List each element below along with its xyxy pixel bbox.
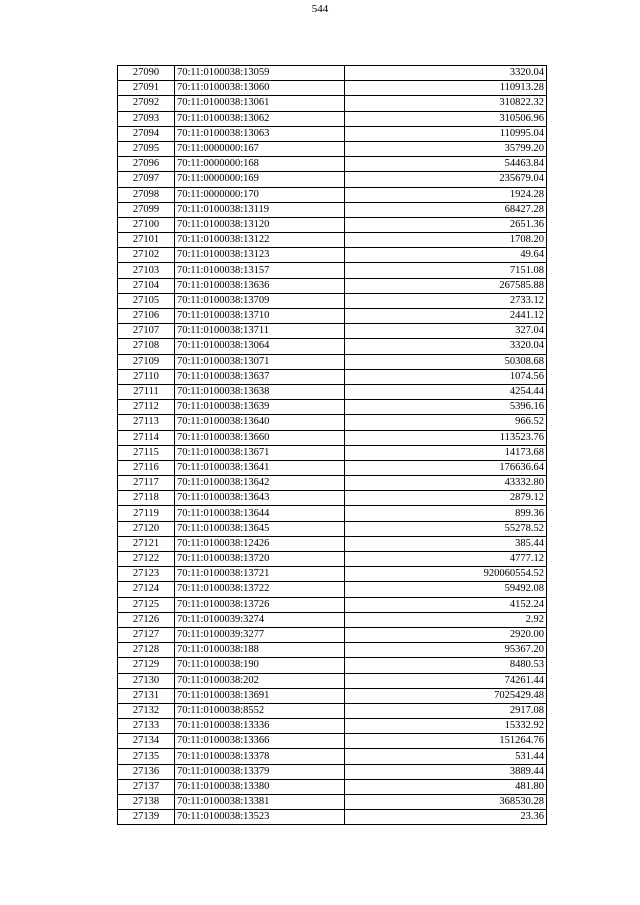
table-row	[118, 233, 547, 248]
row-number: 27118	[118, 491, 175, 506]
row-number: 27095	[118, 141, 175, 156]
cadastral-value: 7151.08	[345, 263, 547, 278]
table-row	[118, 627, 547, 642]
table-row	[118, 278, 547, 293]
table-row	[118, 734, 547, 749]
cadastral-value: 49.64	[345, 248, 547, 263]
row-number: 27121	[118, 536, 175, 551]
row-number: 27119	[118, 506, 175, 521]
cadastral-number: 70:11:0100038:13062	[175, 111, 345, 126]
table-row	[118, 491, 547, 506]
table-row	[118, 536, 547, 551]
cadastral-value-table	[117, 65, 547, 825]
table-row	[118, 217, 547, 232]
row-number: 27133	[118, 719, 175, 734]
cadastral-number: 70:11:0100038:13336	[175, 719, 345, 734]
table-row	[118, 521, 547, 536]
cadastral-number: 70:11:0100038:13645	[175, 521, 345, 536]
cadastral-number: 70:11:0000000:167	[175, 141, 345, 156]
cadastral-value: 74261.44	[345, 673, 547, 688]
table-row	[118, 248, 547, 263]
cadastral-value: 481.80	[345, 779, 547, 794]
row-number: 27106	[118, 309, 175, 324]
row-number: 27128	[118, 643, 175, 658]
cadastral-number: 70:11:0000000:170	[175, 187, 345, 202]
table-row	[118, 263, 547, 278]
cadastral-number: 70:11:0100038:13061	[175, 96, 345, 111]
table-row	[118, 719, 547, 734]
cadastral-value: 3320.04	[345, 339, 547, 354]
cadastral-number: 70:11:0100038:13660	[175, 430, 345, 445]
cadastral-value: 50308.68	[345, 354, 547, 369]
cadastral-number: 70:11:0100038:13638	[175, 384, 345, 399]
cadastral-number: 70:11:0100038:13123	[175, 248, 345, 263]
table-row	[118, 795, 547, 810]
cadastral-value: 2917.08	[345, 703, 547, 718]
table-row	[118, 810, 547, 825]
cadastral-value: 2.92	[345, 612, 547, 627]
table-row	[118, 141, 547, 156]
cadastral-value: 385.44	[345, 536, 547, 551]
cadastral-value: 151264.76	[345, 734, 547, 749]
cadastral-value: 43332.80	[345, 476, 547, 491]
row-number: 27126	[118, 612, 175, 627]
row-number: 27096	[118, 157, 175, 172]
cadastral-value: 110995.04	[345, 126, 547, 141]
cadastral-number: 70:11:0100038:13637	[175, 369, 345, 384]
cadastral-number: 70:11:0100038:8552	[175, 703, 345, 718]
row-number: 27125	[118, 597, 175, 612]
cadastral-number: 70:11:0100039:3277	[175, 627, 345, 642]
cadastral-value: 68427.28	[345, 202, 547, 217]
row-number: 27137	[118, 779, 175, 794]
cadastral-number: 70:11:0100038:13071	[175, 354, 345, 369]
row-number: 27104	[118, 278, 175, 293]
cadastral-value: 4254.44	[345, 384, 547, 399]
row-number: 27105	[118, 293, 175, 308]
table-row	[118, 643, 547, 658]
table-row	[118, 369, 547, 384]
row-number: 27134	[118, 734, 175, 749]
cadastral-number: 70:11:0100039:3274	[175, 612, 345, 627]
cadastral-number: 70:11:0100038:13060	[175, 81, 345, 96]
cadastral-value: 5396.16	[345, 400, 547, 415]
cadastral-number: 70:11:0100038:13726	[175, 597, 345, 612]
table-row	[118, 354, 547, 369]
table-row	[118, 111, 547, 126]
table-row	[118, 582, 547, 597]
row-number: 27101	[118, 233, 175, 248]
cadastral-value: 310506.96	[345, 111, 547, 126]
table-row	[118, 187, 547, 202]
row-number: 27103	[118, 263, 175, 278]
row-number: 27102	[118, 248, 175, 263]
row-number: 27120	[118, 521, 175, 536]
cadastral-value: 35799.20	[345, 141, 547, 156]
table-row	[118, 506, 547, 521]
cadastral-number: 70:11:0100038:13722	[175, 582, 345, 597]
cadastral-number: 70:11:0100038:13157	[175, 263, 345, 278]
cadastral-number: 70:11:0000000:169	[175, 172, 345, 187]
row-number: 27127	[118, 627, 175, 642]
cadastral-value: 531.44	[345, 749, 547, 764]
cadastral-number: 70:11:0100038:13119	[175, 202, 345, 217]
row-number: 27130	[118, 673, 175, 688]
cadastral-value: 1074.56	[345, 369, 547, 384]
cadastral-number: 70:11:0100038:13709	[175, 293, 345, 308]
cadastral-number: 70:11:0100038:13523	[175, 810, 345, 825]
cadastral-number: 70:11:0100038:13671	[175, 445, 345, 460]
table-row	[118, 384, 547, 399]
cadastral-number: 70:11:0100038:190	[175, 658, 345, 673]
cadastral-value: 368530.28	[345, 795, 547, 810]
cadastral-number: 70:11:0100038:13639	[175, 400, 345, 415]
table-row	[118, 96, 547, 111]
cadastral-number: 70:11:0100038:13710	[175, 309, 345, 324]
row-number: 27109	[118, 354, 175, 369]
row-number: 27100	[118, 217, 175, 232]
row-number: 27122	[118, 552, 175, 567]
cadastral-number: 70:11:0100038:13120	[175, 217, 345, 232]
cadastral-number: 70:11:0000000:168	[175, 157, 345, 172]
cadastral-number: 70:11:0100038:13381	[175, 795, 345, 810]
table-row	[118, 126, 547, 141]
table-row	[118, 202, 547, 217]
row-number: 27097	[118, 172, 175, 187]
table-row	[118, 430, 547, 445]
table-row	[118, 749, 547, 764]
table-body	[118, 66, 547, 825]
row-number: 27094	[118, 126, 175, 141]
cadastral-number: 70:11:0100038:13366	[175, 734, 345, 749]
table-row	[118, 612, 547, 627]
cadastral-value: 235679.04	[345, 172, 547, 187]
cadastral-number: 70:11:0100038:13379	[175, 764, 345, 779]
row-number: 27111	[118, 384, 175, 399]
table-row	[118, 66, 547, 81]
row-number: 27098	[118, 187, 175, 202]
row-number: 27136	[118, 764, 175, 779]
table-row	[118, 703, 547, 718]
row-number: 27113	[118, 415, 175, 430]
cadastral-value: 113523.76	[345, 430, 547, 445]
cadastral-value: 14173.68	[345, 445, 547, 460]
cadastral-value: 23.36	[345, 810, 547, 825]
row-number: 27129	[118, 658, 175, 673]
row-number: 27131	[118, 688, 175, 703]
cadastral-value: 95367.20	[345, 643, 547, 658]
table-row	[118, 658, 547, 673]
cadastral-value: 1708.20	[345, 233, 547, 248]
row-number: 27092	[118, 96, 175, 111]
cadastral-number: 70:11:0100038:13059	[175, 66, 345, 81]
table-row	[118, 673, 547, 688]
cadastral-value: 110913.28	[345, 81, 547, 96]
cadastral-value: 1924.28	[345, 187, 547, 202]
cadastral-number: 70:11:0100038:13064	[175, 339, 345, 354]
row-number: 27115	[118, 445, 175, 460]
cadastral-value: 2441.12	[345, 309, 547, 324]
row-number: 27090	[118, 66, 175, 81]
row-number: 27116	[118, 460, 175, 475]
table-row	[118, 400, 547, 415]
table-row	[118, 339, 547, 354]
cadastral-value: 4152.24	[345, 597, 547, 612]
cadastral-number: 70:11:0100038:13378	[175, 749, 345, 764]
cadastral-value: 176636.64	[345, 460, 547, 475]
cadastral-number: 70:11:0100038:13636	[175, 278, 345, 293]
table-row	[118, 309, 547, 324]
row-number: 27108	[118, 339, 175, 354]
row-number: 27112	[118, 400, 175, 415]
cadastral-value: 3320.04	[345, 66, 547, 81]
row-number: 27124	[118, 582, 175, 597]
cadastral-number: 70:11:0100038:13642	[175, 476, 345, 491]
table-row	[118, 567, 547, 582]
cadastral-value: 3889.44	[345, 764, 547, 779]
cadastral-value: 59492.08	[345, 582, 547, 597]
row-number: 27139	[118, 810, 175, 825]
cadastral-value: 2879.12	[345, 491, 547, 506]
cadastral-number: 70:11:0100038:13063	[175, 126, 345, 141]
table-row	[118, 293, 547, 308]
table-row	[118, 172, 547, 187]
cadastral-value: 2920.00	[345, 627, 547, 642]
row-number: 27099	[118, 202, 175, 217]
table-row	[118, 597, 547, 612]
cadastral-number: 70:11:0100038:13720	[175, 552, 345, 567]
cadastral-number: 70:11:0100038:13122	[175, 233, 345, 248]
cadastral-number: 70:11:0100038:13640	[175, 415, 345, 430]
table-row	[118, 460, 547, 475]
cadastral-value: 4777.12	[345, 552, 547, 567]
table-row	[118, 157, 547, 172]
cadastral-number: 70:11:0100038:13643	[175, 491, 345, 506]
cadastral-value: 8480.53	[345, 658, 547, 673]
row-number: 27107	[118, 324, 175, 339]
table-row	[118, 764, 547, 779]
table-row	[118, 476, 547, 491]
cadastral-number: 70:11:0100038:13711	[175, 324, 345, 339]
row-number: 27132	[118, 703, 175, 718]
table-row	[118, 552, 547, 567]
cadastral-value: 920060554.52	[345, 567, 547, 582]
cadastral-value: 2651.36	[345, 217, 547, 232]
row-number: 27114	[118, 430, 175, 445]
page-number: 544	[311, 3, 329, 15]
cadastral-value: 7025429.48	[345, 688, 547, 703]
cadastral-number: 70:11:0100038:13721	[175, 567, 345, 582]
row-number: 27123	[118, 567, 175, 582]
table-row	[118, 688, 547, 703]
cadastral-value: 15332.92	[345, 719, 547, 734]
row-number: 27135	[118, 749, 175, 764]
table-row	[118, 445, 547, 460]
row-number: 27138	[118, 795, 175, 810]
cadastral-value: 54463.84	[345, 157, 547, 172]
cadastral-value: 327.04	[345, 324, 547, 339]
table-row	[118, 415, 547, 430]
row-number: 27117	[118, 476, 175, 491]
cadastral-value: 899.36	[345, 506, 547, 521]
cadastral-value: 267585.88	[345, 278, 547, 293]
table-row	[118, 779, 547, 794]
cadastral-number: 70:11:0100038:188	[175, 643, 345, 658]
table-row	[118, 324, 547, 339]
cadastral-number: 70:11:0100038:202	[175, 673, 345, 688]
row-number: 27091	[118, 81, 175, 96]
cadastral-value: 310822.32	[345, 96, 547, 111]
cadastral-value: 966.52	[345, 415, 547, 430]
row-number: 27110	[118, 369, 175, 384]
cadastral-value: 2733.12	[345, 293, 547, 308]
cadastral-number: 70:11:0100038:13644	[175, 506, 345, 521]
cadastral-number: 70:11:0100038:12426	[175, 536, 345, 551]
cadastral-number: 70:11:0100038:13380	[175, 779, 345, 794]
row-number: 27093	[118, 111, 175, 126]
table-row	[118, 81, 547, 96]
cadastral-number: 70:11:0100038:13641	[175, 460, 345, 475]
cadastral-value: 55278.52	[345, 521, 547, 536]
cadastral-number: 70:11:0100038:13691	[175, 688, 345, 703]
